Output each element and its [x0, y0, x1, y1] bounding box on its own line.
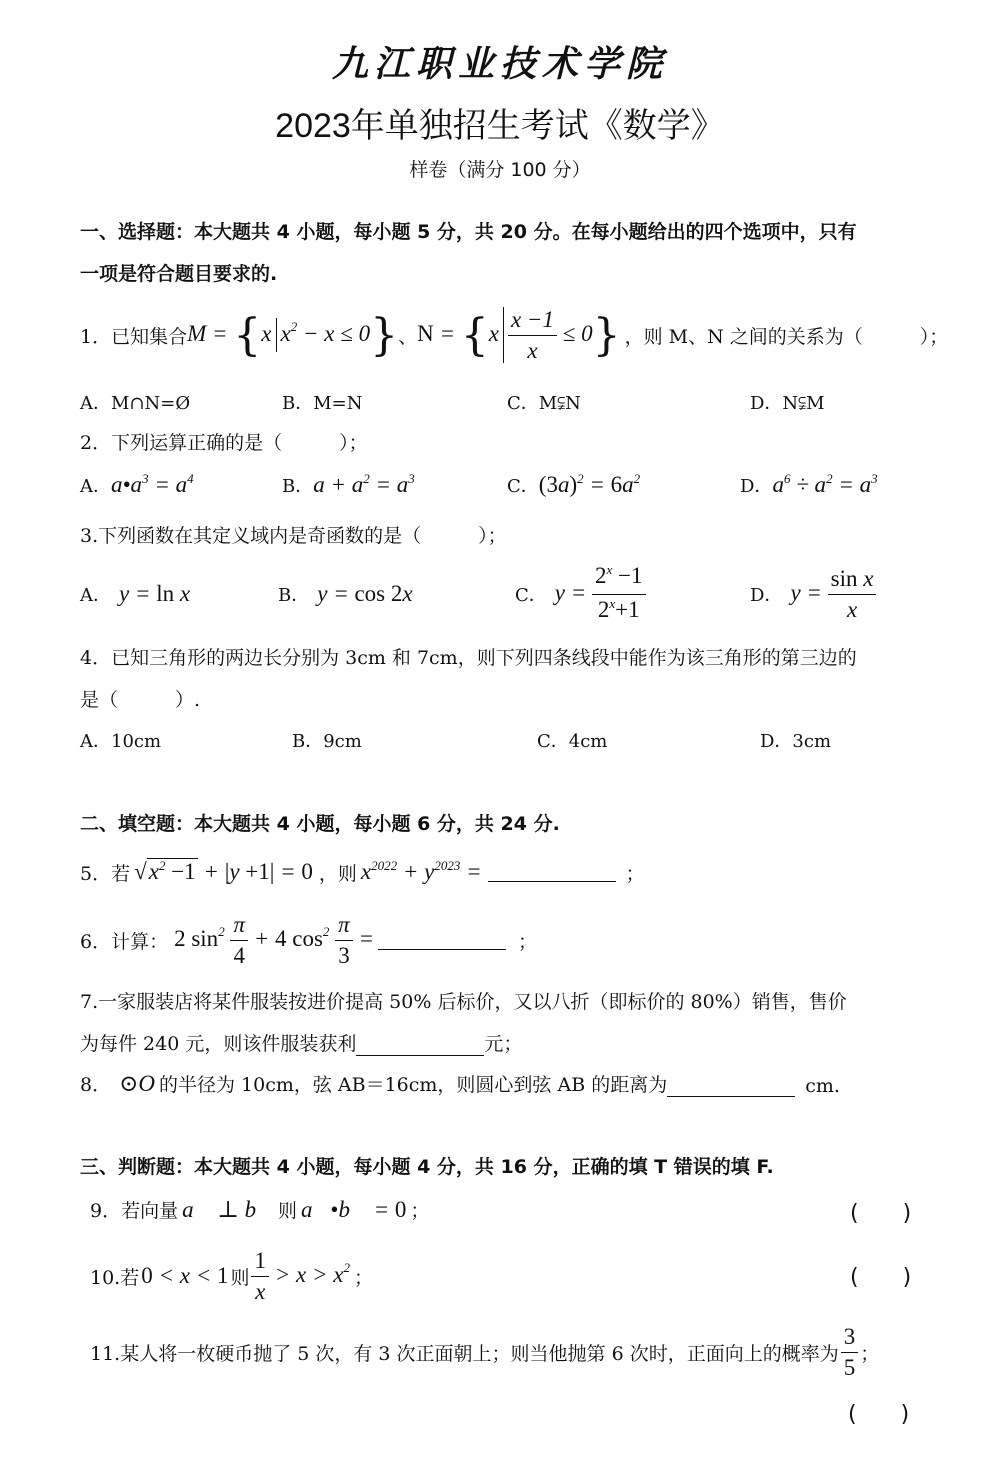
q2-label-a: A． [80, 476, 111, 497]
exam-subtitle: 样卷（满分 100 分） [409, 159, 591, 181]
question-10 [90, 1244, 373, 1308]
q1-option-b: B．M=N [282, 393, 363, 414]
question-7-line2 [80, 1029, 522, 1056]
q3-label-d: D． [750, 585, 783, 606]
q2-option-c: C．$(3a)^2 = 6a^2$ [507, 471, 641, 497]
q9-conclusion: a⃗•b⃗ = 0 [301, 1196, 407, 1222]
q1-option-a: A．M∩N=Ø [80, 393, 191, 414]
q2-label-d: D． [740, 476, 773, 497]
q2-option-b: B．$a + a^2 = a^3$ [282, 471, 415, 497]
q7-answer-blank[interactable] [356, 1037, 484, 1056]
section1-heading-line2: 一项是符合题目要求的. [80, 263, 278, 285]
q1-set-n: N = {x $\frac{x -1}{x}$ ≤ 0} [417, 306, 621, 363]
q3-label-c: C． [515, 585, 547, 606]
question-8 [80, 1070, 840, 1097]
q1-mid: 、 [398, 325, 418, 348]
question-6 [80, 908, 537, 972]
q8-text: 的半径为 10cm，弦 AB＝16cm，则圆心到弦 AB 的距离为 [159, 1074, 668, 1096]
q8-answer-blank[interactable] [667, 1078, 795, 1097]
section2-heading: 二、填空题：本大题共 4 小题，每小题 6 分，共 24 分. [80, 813, 560, 835]
q2-option-d: D．$a^6 \div a^2 = a^3$ [740, 471, 878, 497]
question-1 [80, 300, 948, 370]
q5-expression: $√x^2 -1 + |y +1| = 0$ [134, 858, 313, 884]
q9-condition: a⃗ ⊥ b⃗ [182, 1196, 275, 1222]
q10-answer-box[interactable]: ( ) [850, 1265, 912, 1290]
question-5 [80, 852, 645, 892]
q11-answer-box[interactable]: ( ) [848, 1402, 910, 1427]
question-4-line2: 是（ ）. [80, 689, 201, 711]
q9-suffix: ； [410, 1200, 430, 1222]
q5-suffix: ； [625, 862, 645, 885]
q5-prefix: 5．若 [80, 862, 131, 885]
q10-mid: 则 [230, 1266, 250, 1289]
q10-prefix: 10.若 [90, 1266, 140, 1289]
q6-suffix: ； [517, 930, 537, 953]
q2-label-b: B． [282, 476, 314, 497]
q3-option-a: A． y = ln x [80, 581, 191, 606]
q3-label-b: B． [278, 585, 310, 606]
q3-option-c: C． y = $\frac{2^x -1}{2^x+1}$ [515, 562, 646, 626]
q7-line2-suffix: 元； [484, 1033, 523, 1055]
q11-suffix: ； [860, 1342, 880, 1365]
q5-target: $x^{2022} + y^{2023}$ = [360, 858, 482, 884]
question-11 [90, 1320, 879, 1384]
q2-option-a: A．$a•a^3 = a^4$ [80, 471, 194, 497]
q10-suffix: ； [353, 1266, 373, 1289]
q9-prefix: 9．若向量 [90, 1200, 179, 1222]
question-4-line1: 4．已知三角形的两边长分别为 3cm 和 7cm，则下列四条线段中能作为该三角形的第三边的 [80, 647, 857, 669]
q4-option-d: D．3cm [760, 731, 832, 752]
section3-heading: 三、判断题：本大题共 4 小题，每小题 4 分，共 16 分，正确的填 T 错误的填 F. [80, 1156, 774, 1178]
q8-prefix: 8． [80, 1074, 112, 1096]
q6-prefix: 6．计算： [80, 930, 169, 953]
q10-conclusion: $\frac{1}{x}$ > $x > x^2$ [251, 1246, 349, 1307]
question-7-line1: 7.一家服装店将某件服装按进价提高 50% 后标价，又以八折（即标价的 80%）销售，售价 [80, 991, 847, 1013]
q8-suffix: cm. [805, 1075, 840, 1097]
q5-answer-blank[interactable] [488, 863, 616, 882]
q3-label-a: A． [80, 585, 111, 606]
q4-option-b: B．9cm [292, 731, 362, 752]
q6-expression: 2 $\sin^2$ $\frac{\pi}{4}$ + 4 $\cos^2$ $\frac{\pi}{3}$ = [174, 911, 374, 968]
q2-label-c: C． [507, 476, 539, 497]
q9-mid: 则 [278, 1200, 298, 1222]
section1-heading-line1: 一、选择题：本大题共 4 小题，每小题 5 分，共 20 分。在每小题给出的四个选项中，只有 [80, 221, 857, 243]
q6-answer-blank[interactable] [378, 931, 506, 950]
q1-option-d: D．N⫋M [750, 393, 825, 414]
q3-option-d: D． y = $\frac{\text{sin x}}{x}$ [750, 562, 876, 626]
question-3: 3.下列函数在其定义域内是奇函数的是（ ）； [80, 525, 507, 547]
q11-text: 11.某人将一枚硬币抛了 5 次，有 3 次正面朝上；则当他抛第 6 次时，正面向上的概率为 [90, 1342, 839, 1365]
q5-mid: ，则 [318, 862, 357, 885]
q9-answer-box[interactable]: ( ) [850, 1201, 912, 1226]
exam-title: 2023年单独招生考试《数学》 [275, 107, 725, 145]
q4-option-a: A．10cm [80, 731, 162, 752]
q1-prefix: 1．已知集合 [80, 325, 188, 348]
q3-option-b: B． y = cos 2x [278, 581, 413, 606]
q1-option-c: C．M⫋N [507, 393, 581, 414]
q11-probability: $\frac{3}{5}$ [841, 1322, 859, 1383]
question-9 [90, 1196, 429, 1223]
q10-condition: 0 < x < 1 [141, 1263, 229, 1288]
question-2: 2．下列运算正确的是（ ）； [80, 432, 368, 454]
q4-option-c: C．4cm [537, 731, 608, 752]
q7-line2-prefix: 为每件 240 元，则该件服装获利 [80, 1033, 357, 1055]
q1-suffix: ，则 M、N 之间的关系为（ ）； [624, 325, 949, 348]
school-name: 九江职业技术学院 [331, 43, 668, 85]
circle-o-symbol: ⊙O [119, 1071, 155, 1096]
q1-set-m: M = {x $x^2 - x \le 0$} [187, 309, 399, 361]
